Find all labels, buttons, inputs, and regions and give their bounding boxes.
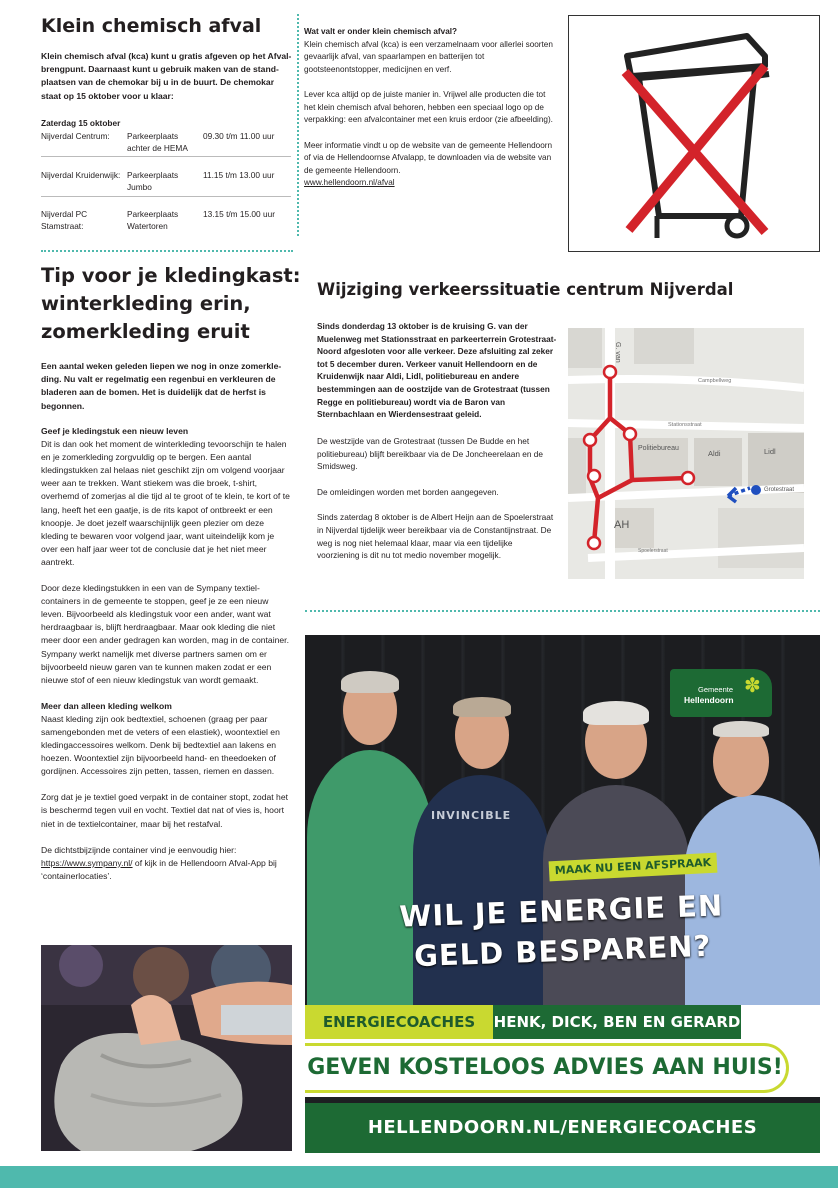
schedule-row: Nijverdal Centrum: Parkeerplaats achter de HEMA 09.30 t/m 11.00 uur — [41, 130, 275, 153]
column-divider — [297, 14, 299, 236]
kca-paragraph: Lever kca altijd op de juiste manier in. Vrijwel alle producten die tot het klein chemisch afval behoren, hebben een speciaal logo op de verpakking: een afvalcontainer met een kruis erdoor (zie afbeelding). — [304, 90, 553, 124]
gemeente-logo: Gemeente Hellendoorn ✽ — [670, 669, 772, 717]
coaches-label: ENERGIECOACHES — [305, 1005, 493, 1039]
tree-icon: ✽ — [744, 675, 761, 697]
map-label: Lidl — [764, 447, 776, 456]
kca-info — [304, 26, 555, 190]
kleding-body — [41, 425, 293, 883]
divider — [41, 196, 291, 197]
advice-bar — [305, 1039, 820, 1097]
kleding-title: Tip voor je kledingkast: winterkleding erin, zomerkleding eruit — [41, 264, 301, 343]
verkeer-paragraph: De westzijde van de Grotestraat (tussen De Budde en het politiebureau) blijft bereikbaar via de De Joncheerelaan en de Smidsweg. — [317, 436, 544, 472]
map-label: Grotestraat — [764, 487, 795, 493]
verkeer-paragraph: Sinds zaterdag 8 oktober is de Albert Heijn aan de Spoelerstraat in Nijverdal tijdelijk weer bereikbaar via de Constantijnstraat. De weg is nog niet helemaal klaar, maar via een tijdelijke voorziening is dit nu tot medio november mogelijk. — [317, 512, 554, 561]
verkeer-paragraph: De omleidingen worden met borden aangegeven. — [317, 486, 499, 497]
hair — [713, 721, 769, 737]
ad-headline: WIL JE ENERGIE EN GELD BESPAREN? — [398, 888, 724, 974]
section-divider — [305, 610, 820, 612]
energy-advertisement — [305, 635, 820, 1153]
kca-date: Zaterdag 15 oktober — [41, 118, 121, 128]
appointment-tagline: MAAK NU EEN AFSPRAAK — [549, 853, 718, 882]
kleding-paragraph: Dit is dan ook het moment de winterkleding tevoorschijn te halen en je zomerkleding zorgvuldig op te bergen. Een aantal kledingstukken zal helaas niet geschikt zijn om volgend voorjaar weer aan te trekken. Want stiekem was die broek, t-shirt, overhemd of zomerjas al die tijd al te groot of te klein, te kort of te lang, heeft het een gaatje, is de rits kapot of ontbreekt er een knoopje. Je doet jezelf waarschijnlijk geen plezier om deze kleding te bewaren voor volgend jaar, want uiteindelijk kom je over een half jaar weer tot de conclusie dat je het niet meer aantrekt. — [41, 439, 290, 567]
section-divider — [41, 250, 293, 252]
verkeer-body — [317, 435, 557, 562]
verkeer-title: Wijziging verkeerssituatie centrum Nijverdal — [317, 280, 734, 299]
coaches-bar — [305, 1005, 820, 1039]
map-label: Spoelerstraat — [638, 548, 668, 554]
kleding-subheading: Geef je kledingstuk een nieuw leven — [41, 426, 189, 436]
kca-link[interactable]: www.hellendoorn.nl/afval — [304, 178, 395, 187]
kca-intro: Klein chemisch afval (kca) kunt u gratis afgeven op het Afvalbrengpunt. Daarnaast kunt u gebruik maken van de standplaatsen van de chemokar bij u in de buurt. De chemokar staat op 15 oktober voor u klaar: — [41, 51, 292, 101]
hair — [583, 701, 649, 725]
kleding-paragraph: Zorg dat je je textiel goed verpakt in de container stopt, zodat het is beschermd tegen vuil en vocht. Textiel dat nat of vies is, hoort niet in de textielcontainer, maar bij het restafval. — [41, 792, 288, 829]
map-label: G. van — [614, 342, 621, 363]
map-label: Stationsstraat — [668, 422, 702, 428]
crossed-out-wheelie-bin-icon — [568, 15, 820, 252]
schedule-row: Nijverdal PC Stamstraat: Parkeerplaats Watertoren 13.15 t/m 15.00 uur — [41, 208, 275, 231]
map-label: Campbellweg — [698, 378, 732, 384]
kca-title: Klein chemisch afval — [41, 15, 262, 37]
map-label: Politiebureau — [638, 445, 679, 452]
kca-question: Wat valt er onder klein chemisch afval? — [304, 27, 458, 36]
kca-question-text: Klein chemisch afval (kca) is een verzamelnaam voor allerlei soorten gevaarlijk afval, van spaarlampen en batterijen tot gootsteenontstopper, medicijnen en verf. — [304, 39, 553, 74]
kca-schedule — [41, 117, 299, 233]
kleding-paragraph: Naast kleding zijn ook bedtextiel, schoenen (graag per paar samengebonden met de veters of een elastiek), woontextiel en kledingaccessoires welkom. Denk bij bedtextiel aan lakens en hoezen. Woontextiel zijn bijvoorbeeld hand- en theedoeken of gordijnen. Accessoires zijn petten, tassen, riemen en dassen. — [41, 713, 280, 777]
footer-band — [0, 1166, 838, 1188]
kca-paragraph: Meer informatie vindt u op de website van de gemeente Hellendoorn of via de Hellendoornse Afvalapp, te downloaden via de website van de gemeente Hellendoorn. — [304, 140, 553, 175]
verkeer-intro: Sinds donderdag 13 oktober is de kruising G. van der Muelenweg met Stationsstraat en parkeerterrein Grotestraat-Noord afgesloten voor alle verkeer. Deze afsluiting zal zeker tot 5 december duren. Verkeer vanuit Hellendoorn en de Kruidenwijk naar Aldi, Lidl, politiebureau en andere bestemmingen aan de oostzijde van de Grotestraat (tussen Regge en politiebureau) wordt via de Baron van Sternbachlaan en Wierdensestraat geleid. — [317, 321, 557, 420]
kleding-intro: Een aantal weken geleden liepen we nog in onze zomerkleding. Nu valt er regelmatig een regenbui en verkleuren de bladeren aan de bomen. Het is duidelijk dat de herfst is begonnen. — [41, 361, 282, 411]
clothing-bag-photo — [41, 945, 292, 1151]
sympany-link[interactable]: https://www.sympany.nl/ — [41, 857, 133, 868]
schedule-row: Nijverdal Kruidenwijk: Parkeerplaats Jumbo 11.15 t/m 13.00 uur — [41, 169, 275, 192]
hair — [341, 671, 399, 693]
coaches-names: HENK, DICK, BEN EN GERARD — [493, 1005, 741, 1039]
kleding-paragraph: De dichtstbijzijnde container vind je eenvoudig hier: https://www.sympany.nl/ of kijk in de Hellendoorn Afval-App bij ‘containerlocaties’. — [41, 844, 277, 881]
shirt-print: INVINCIBLE — [431, 809, 512, 822]
advice-text: GEVEN KOSTELOOS ADVIES AAN HUIS! — [307, 1055, 783, 1080]
map-label: AH — [614, 519, 630, 531]
map-label: Aldi — [708, 449, 721, 458]
kleding-paragraph: Door deze kledingstukken in een van de Sympany textielcontainers in de gemeente te stoppen, geef je ze een nieuw leven. Bijvoorbeeld als kledingstuk voor een ander, want wat herdraagbaar is, blijft herdraagbaar. Maar ook kleding die niet meer door een ander gedragen kan worden, mag in de container. Sympany werkt namelijk met diverse partners samen om er bijvoorbeeld nieuw garen van te kunnen maken zodat er een nieuwe stof of een nieuw kledingstuk van wordt gemaakt. — [41, 583, 289, 685]
detour-map — [568, 328, 804, 579]
energycoach-url[interactable]: HELLENDOORN.NL/ENERGIECOACHES — [305, 1103, 820, 1153]
divider — [41, 156, 291, 157]
hair — [453, 697, 511, 717]
kleding-subheading: Meer dan alleen kleding welkom — [41, 700, 172, 711]
